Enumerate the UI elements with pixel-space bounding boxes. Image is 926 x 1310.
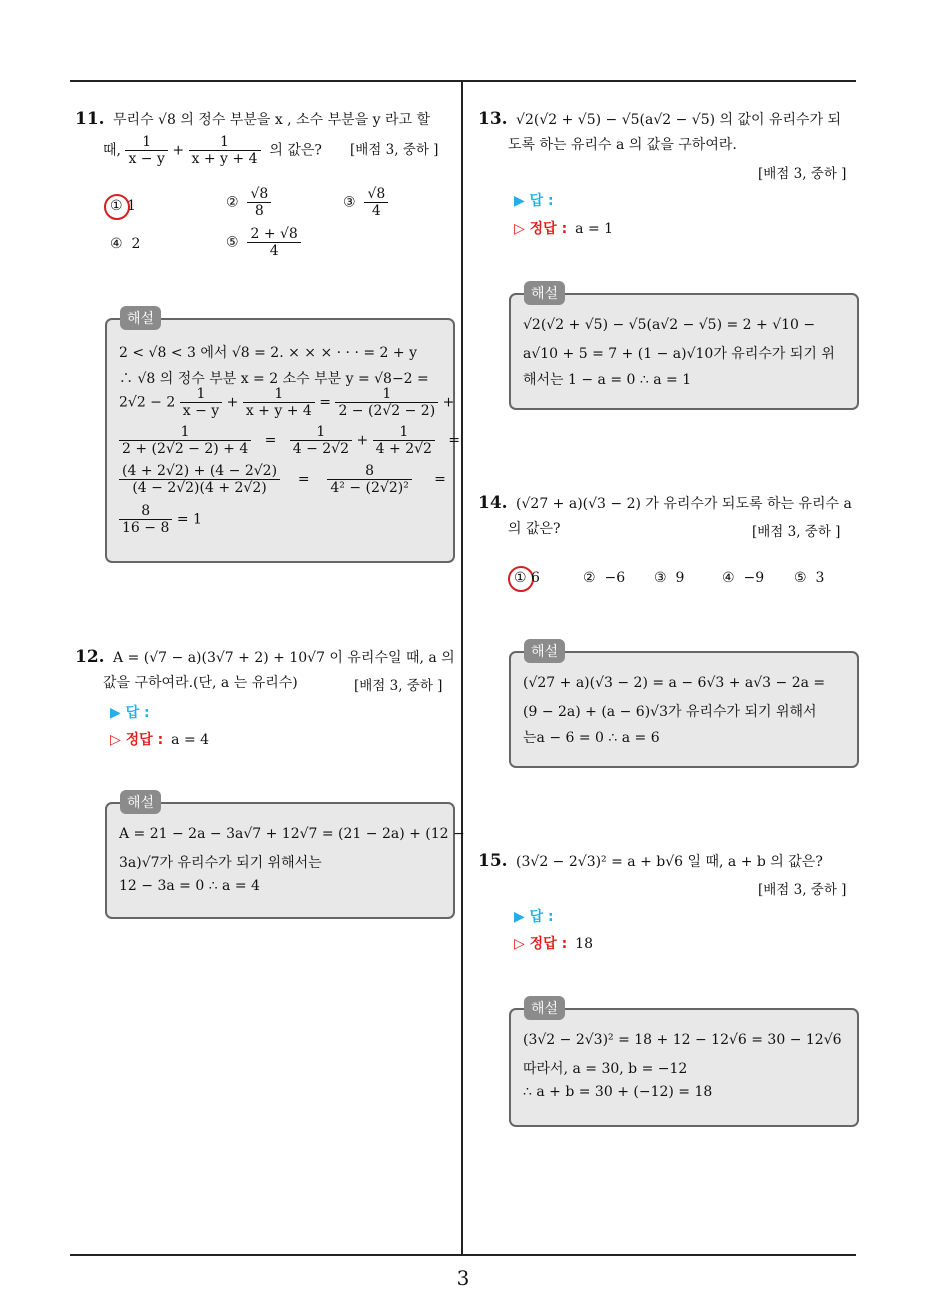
question-text: 의 값은? <box>269 142 322 159</box>
score-meta: [배점 3, 중하 ] <box>758 882 847 898</box>
option-5[interactable]: ⑤ 3 <box>794 570 825 586</box>
solution-tag: 해설 <box>120 790 161 814</box>
bottom-rule <box>70 1254 856 1256</box>
score-meta: [배점 3, 중하 ] <box>758 166 847 182</box>
question-number: 15. <box>478 851 508 871</box>
solution-line: $\frac{(4 + 2√2) + (4 - 2√2)}{(4 - 2√2)(4 + 2√2)}$ = $\frac{8}{\text{4² − (2√2)²}}$ = <box>119 463 446 496</box>
solution-box-12 <box>105 795 465 919</box>
correct-answer: ▷ 정답 : a = 1 <box>514 221 614 237</box>
question-text: 무리수 √8 의 정수 부분을 x , 소수 부분을 y 라고 할 <box>113 112 430 128</box>
top-rule <box>70 80 856 82</box>
question-text: 의 값은? <box>508 521 561 537</box>
correct-answer: ▷ 정답 : a = 4 <box>110 732 210 748</box>
solution-line: A = 21 − 2a − 3a√7 + 12√7 = (21 − 2a) + (12 − <box>119 826 465 842</box>
question-15 <box>478 848 823 875</box>
question-text: √2(√2 + √5) − √5(a√2 − √5) 의 값이 유리수가 되 <box>516 112 842 128</box>
option-2[interactable]: ② −6 <box>583 570 626 586</box>
solution-tag: 해설 <box>524 639 565 663</box>
option-4[interactable]: ④ 2 <box>110 236 141 252</box>
question-12 <box>75 644 455 671</box>
solution-box-14 <box>509 644 859 768</box>
question-text: 때, <box>103 142 121 159</box>
option-3[interactable]: ③ $\frac{√8}{4}$ <box>343 186 388 219</box>
score-meta: [배점 3, 중하 ] <box>752 524 841 540</box>
question-text: 값을 구하여라.(단, a 는 유리수) <box>103 675 298 691</box>
solution-line: 해서는 1 − a = 0 ∴ a = 1 <box>523 372 692 388</box>
question-text: (√27 + a)(√3 − 2) 가 유리수가 되도록 하는 유리수 a <box>516 496 852 512</box>
solution-line: √2(√2 + √5) − √5(a√2 − √5) = 2 + √10 − <box>523 317 816 333</box>
question-number: 12. <box>75 647 105 667</box>
option-5[interactable]: ⑤ $\frac{2 + √8}{4}$ <box>226 226 301 259</box>
plus-sign: + <box>172 142 185 159</box>
option-4[interactable]: ④ −9 <box>722 570 765 586</box>
solution-line: $\frac{1}{2 + (2√2 - 2) + 4}$ = $\frac{1}{4 - 2√2}$ + $\frac{1}{4 + 2√2}$ = <box>119 424 460 457</box>
solution-line: 2√2 − 2 $\frac{1}{x - y}$ + $\frac{1}{x + y + 4}$ = $\frac{1}{2 - (2√2 - 2)}$ + <box>119 386 455 419</box>
solution-line: a√10 + 5 = 7 + (1 − a)√10가 유리수가 되기 위 <box>523 346 835 362</box>
solution-line: (√27 + a)(√3 − 2) = a − 6√3 + a√3 − 2a = <box>523 675 826 691</box>
solution-line: 는a − 6 = 0 ∴ a = 6 <box>523 730 660 746</box>
solution-line: $\frac{8}{16 - 8}$ = 1 <box>119 503 202 536</box>
score-meta: [배점 3, 중하 ] <box>354 678 443 694</box>
solution-tag: 해설 <box>524 281 565 305</box>
page-number: 3 <box>456 1266 470 1290</box>
solution-line: 따라서, a = 30, b = −12 <box>523 1061 688 1077</box>
answer-line[interactable]: ▶ 답 : <box>514 193 554 209</box>
solution-line: 12 − 3a = 0 ∴ a = 4 <box>119 878 260 894</box>
question-13 <box>478 106 841 133</box>
question-11 <box>75 106 430 133</box>
solution-box-11 <box>105 311 461 563</box>
question-text: (3√2 − 2√3)² = a + b√6 일 때, a + b 의 값은? <box>516 854 823 870</box>
solution-box-13 <box>509 286 859 410</box>
question-number: 11. <box>75 109 105 129</box>
solution-tag: 해설 <box>524 996 565 1020</box>
question-number: 14. <box>478 493 508 513</box>
solution-line: (3√2 − 2√3)² = 18 + 12 − 12√6 = 30 − 12√6 <box>523 1032 842 1048</box>
question-text: 도록 하는 유리수 a 의 값을 구하여라. <box>508 137 737 153</box>
column-divider <box>461 81 463 1255</box>
question-14 <box>478 490 852 517</box>
solution-box-15 <box>509 1001 859 1127</box>
option-2[interactable]: ② $\frac{√8}{8}$ <box>226 186 271 219</box>
solution-line: ∴ √8 의 정수 부분 x = 2 소수 부분 y = √8−2 = <box>119 371 429 387</box>
option-1[interactable]: ① 6 <box>514 570 540 586</box>
solution-line: (9 − 2a) + (a − 6)√3가 유리수가 되기 위해서 <box>523 704 817 720</box>
answer-line[interactable]: ▶ 답 : <box>514 909 554 925</box>
question-number: 13. <box>478 109 508 129</box>
fraction: $\frac{1}{x + y + 4}$ <box>189 134 261 167</box>
solution-line: ∴ a + b = 30 + (−12) = 18 <box>523 1084 713 1100</box>
answer-line[interactable]: ▶ 답 : <box>110 705 150 721</box>
question-text: A = (√7 − a)(3√7 + 2) + 10√7 이 유리수일 때, a 의 <box>113 650 455 666</box>
fraction: $\frac{1}{x - y}$ <box>125 134 167 167</box>
solution-tag: 해설 <box>120 306 161 330</box>
option-3[interactable]: ③ 9 <box>654 570 685 586</box>
solution-line: 2 < √8 < 3 에서 √8 = 2. × × × · · · = 2 + y <box>119 345 417 361</box>
solution-line: 3a)√7가 유리수가 되기 위해서는 <box>119 855 322 871</box>
correct-answer: ▷ 정답 : 18 <box>514 936 593 952</box>
score-meta: [배점 3, 중하 ] <box>350 142 439 158</box>
question-11-line2 <box>103 134 322 167</box>
option-1[interactable]: ① 1 <box>110 198 136 214</box>
